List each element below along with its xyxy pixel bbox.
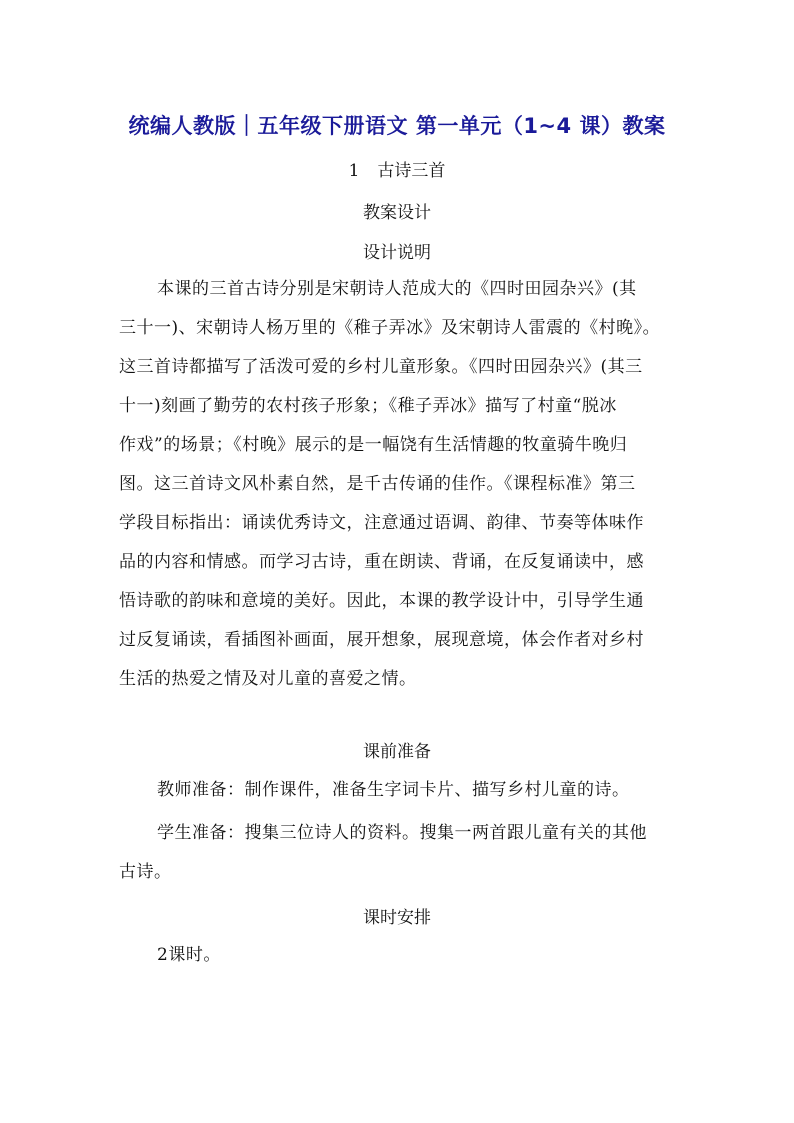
preparation-block (119, 771, 699, 892)
lesson-name: 古诗三首 (377, 161, 446, 181)
teacher-preparation-text: 制作课件，准备生字词卡片、描写乡村儿童的诗。 (244, 780, 630, 800)
paragraph-line: 品的内容和情感。而学习古诗，重在朗读、背诵，在反复诵读中，感 (119, 552, 644, 572)
student-preparation-text: 搜集三位诗人的资料。搜集一两首跟儿童有关的其他 (244, 823, 647, 843)
paragraph-line: 学段目标指出：诵读优秀诗文，注意通过语调、韵律、节奏等体味作 (119, 513, 644, 533)
section-heading-jiaoan: 教案设计 (363, 203, 431, 223)
document-title: 统编人教版｜五年级下册语文 第一单元（1~4 课）教案 (128, 114, 666, 138)
section-heading-shuoming: 设计说明 (363, 243, 431, 263)
paragraph-line: 十一)刻画了勤劳的农村孩子形象；《稚子弄冰》描写了村童“脱冰 (119, 396, 617, 416)
student-preparation-continued: 古诗。 (119, 862, 172, 882)
paragraph-line: 生活的热爱之情及对儿童的喜爱之情。 (119, 669, 417, 689)
paragraph-line: 本课的三首古诗分别是宋朝诗人范成大的《四时田园杂兴》(其 (157, 279, 637, 299)
paragraph-line: 过反复诵读，看插图补画面，展开想象，展现意境，体会作者对乡村 (119, 630, 644, 650)
paragraph-line: 悟诗歌的韵味和意境的美好。因此，本课的教学设计中，引导学生通 (119, 591, 644, 611)
section-heading-anpai: 课时安排 (363, 908, 431, 928)
paragraph-line: 三十一)、宋朝诗人杨万里的《稚子弄冰》及宋朝诗人雷震的《村晚》。 (119, 318, 661, 338)
section-heading-zhunbei: 课前准备 (363, 742, 431, 762)
class-hours (119, 936, 699, 975)
paragraph-line: 作戏”的场景；《村晚》展示的是一幅饶有生活情趣的牧童骑牛晚归 (119, 435, 628, 455)
class-hours-text: 课时。 (168, 945, 221, 965)
design-explanation-paragraph (119, 270, 699, 699)
teacher-preparation (119, 771, 699, 810)
paragraph-line: 这三首诗都描写了活泼可爱的乡村儿童形象。《四时田园杂兴》(其三 (119, 357, 643, 377)
student-preparation (119, 814, 699, 853)
student-preparation-label: 学生准备： (157, 823, 245, 843)
lesson-heading (0, 156, 794, 181)
class-hours-line (119, 936, 699, 975)
class-hours-number: 2 (157, 945, 169, 965)
lesson-number: 1 (348, 161, 360, 181)
paragraph-line: 图。这三首诗文风朴素自然，是千古传诵的佳作。《课程标准》第三 (119, 474, 636, 494)
teacher-preparation-label: 教师准备： (157, 780, 245, 800)
